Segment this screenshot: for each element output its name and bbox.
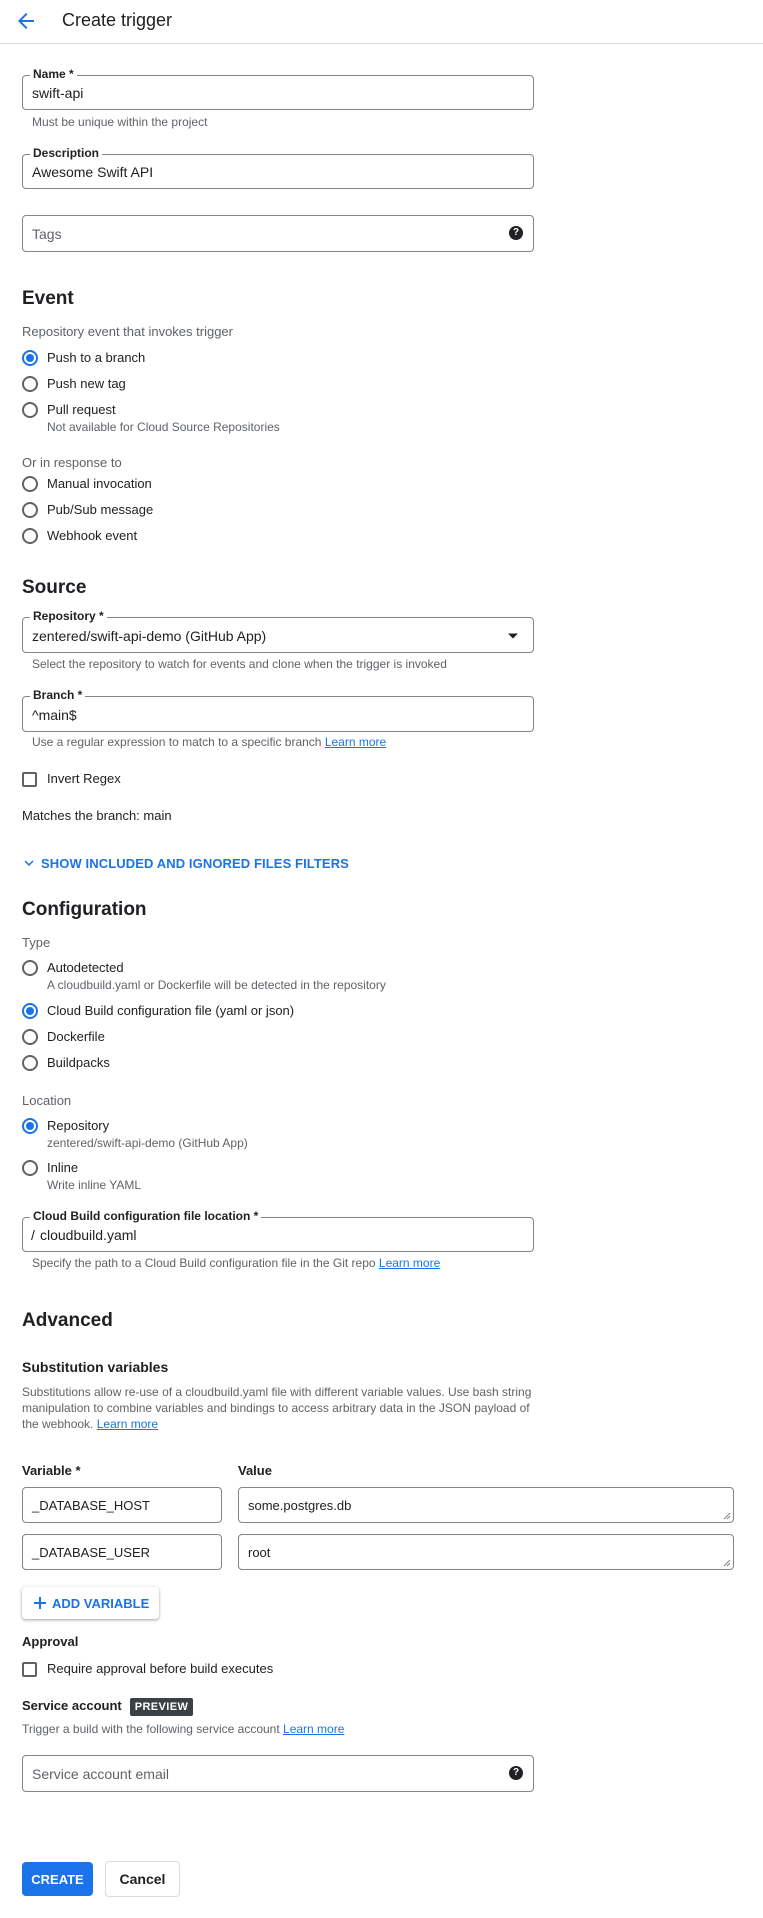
radio-unselected-icon xyxy=(22,502,38,518)
radio-push-branch[interactable] xyxy=(22,349,145,367)
description-field[interactable] xyxy=(22,146,534,189)
event-heading: Event xyxy=(22,288,74,309)
create-button[interactable]: CREATE xyxy=(22,1862,93,1896)
location-label: Location xyxy=(22,1093,72,1108)
tags-field[interactable] xyxy=(22,215,534,252)
tags-help-icon[interactable]: ? xyxy=(509,226,523,240)
radio-label: Repository xyxy=(47,1118,110,1133)
repository-label: Repository * xyxy=(30,609,107,623)
radio-pubsub-message[interactable] xyxy=(22,501,153,519)
config-file-location-label: Cloud Build configuration file location * xyxy=(30,1209,261,1223)
variable-value-text: root xyxy=(248,1545,271,1560)
response-label: Or in response to xyxy=(22,455,122,470)
config-file-learn-more-link[interactable]: Learn more xyxy=(378,1256,441,1270)
radio-unselected-icon xyxy=(22,1029,38,1045)
radio-unselected-icon xyxy=(22,1160,38,1176)
substitution-variables-heading: Substitution variables xyxy=(22,1359,169,1375)
checkbox-unchecked-icon xyxy=(22,772,37,787)
radio-label: Buildpacks xyxy=(47,1055,110,1070)
dropdown-arrow-icon xyxy=(507,632,519,640)
variable-name-value: _DATABASE_HOST xyxy=(32,1498,150,1513)
radio-unselected-icon xyxy=(22,376,38,392)
radio-label: Webhook event xyxy=(47,528,138,543)
show-filters-button[interactable] xyxy=(20,854,349,872)
radio-dockerfile[interactable] xyxy=(22,1028,105,1046)
radio-sublabel: Not available for Cloud Source Repositories xyxy=(47,420,280,434)
radio-label: Dockerfile xyxy=(47,1029,105,1044)
repository-value: zentered/swift-api-demo (GitHub App) xyxy=(32,628,267,644)
source-heading: Source xyxy=(22,577,87,598)
service-account-heading xyxy=(22,1697,193,1716)
radio-label: Pub/Sub message xyxy=(47,502,154,517)
name-field-value: swift-api xyxy=(32,85,84,101)
add-variable-label: ADD VARIABLE xyxy=(52,1595,150,1611)
type-label: Type xyxy=(22,935,51,950)
require-approval-label: Require approval before build executes xyxy=(47,1661,274,1676)
repository-hint: Select the repository to watch for events and clone when the trigger is invoked xyxy=(32,657,447,671)
resize-handle-icon[interactable] xyxy=(723,1512,731,1520)
radio-sublabel: A cloudbuild.yaml or Dockerfile will be detected in the repository xyxy=(47,978,386,992)
name-field[interactable] xyxy=(22,67,534,110)
radio-label: Inline xyxy=(47,1160,79,1175)
radio-pull-request[interactable] xyxy=(22,401,280,435)
require-approval-checkbox[interactable] xyxy=(22,1660,273,1678)
service-account-placeholder: Service account email xyxy=(32,1766,169,1782)
add-variable-button[interactable] xyxy=(22,1587,159,1619)
radio-label: Manual invocation xyxy=(47,476,152,491)
config-file-location-value: cloudbuild.yaml xyxy=(40,1227,137,1243)
chevron-down-icon xyxy=(20,854,38,872)
page-title: Create trigger xyxy=(62,10,173,30)
radio-unselected-icon xyxy=(22,528,38,544)
radio-unselected-icon xyxy=(22,1055,38,1071)
branch-value: ^main$ xyxy=(32,707,77,723)
branch-learn-more-link[interactable]: Learn more xyxy=(324,735,387,749)
config-file-location-field[interactable] xyxy=(22,1209,534,1252)
invert-regex-checkbox[interactable] xyxy=(22,770,121,788)
service-account-label: Service account xyxy=(22,1698,122,1713)
tags-placeholder: Tags xyxy=(32,226,62,242)
plus-icon xyxy=(32,1595,48,1611)
variable-name-value: _DATABASE_USER xyxy=(32,1545,151,1560)
radio-buildpacks[interactable] xyxy=(22,1054,110,1072)
radio-selected-icon xyxy=(22,1118,38,1134)
radio-cloud-build-config[interactable] xyxy=(22,1002,294,1020)
radio-manual-invocation[interactable] xyxy=(22,475,152,493)
variable-column-header: Variable * xyxy=(22,1463,81,1478)
config-file-hint-text: Specify the path to a Cloud Build configuration file in the Git repo xyxy=(32,1256,376,1270)
description-field-label: Description xyxy=(30,146,102,160)
description-field-value: Awesome Swift API xyxy=(32,164,154,180)
name-hint: Must be unique within the project xyxy=(32,115,208,129)
branch-hint-text: Use a regular expression to match to a specific branch xyxy=(32,735,322,749)
radio-label: Push new tag xyxy=(47,376,126,391)
radio-label: Push to a branch xyxy=(47,350,146,365)
name-field-label: Name * xyxy=(30,67,77,81)
variable-name-input[interactable] xyxy=(22,1534,222,1570)
radio-location-inline[interactable] xyxy=(22,1159,141,1193)
radio-sublabel: Write inline YAML xyxy=(47,1178,142,1192)
radio-unselected-icon xyxy=(22,402,38,418)
substitution-learn-more-link[interactable]: Learn more xyxy=(96,1417,159,1431)
configuration-heading: Configuration xyxy=(22,899,147,920)
service-account-help-icon[interactable]: ? xyxy=(509,1766,523,1780)
page-header xyxy=(0,0,763,44)
config-file-hint xyxy=(32,1256,440,1270)
substitution-description-line: Substitutions allow re-use of a cloudbuild.yaml file with different variable values. Use bash string xyxy=(22,1385,532,1399)
checkbox-unchecked-icon xyxy=(22,1662,37,1677)
service-account-email-field[interactable] xyxy=(22,1755,534,1792)
branch-label: Branch * xyxy=(30,688,85,702)
variable-value-input[interactable] xyxy=(238,1487,734,1523)
radio-webhook-event[interactable] xyxy=(22,527,137,545)
radio-unselected-icon xyxy=(22,960,38,976)
radio-sublabel: zentered/swift-api-demo (GitHub App) xyxy=(47,1136,248,1150)
value-column-header: Value xyxy=(238,1463,272,1478)
substitution-description xyxy=(22,1384,542,1432)
repository-select[interactable] xyxy=(22,609,534,653)
substitution-description-line-end: the webhook. xyxy=(22,1417,94,1431)
radio-label: Autodetected xyxy=(47,960,124,975)
branch-hint xyxy=(32,735,386,749)
radio-push-tag[interactable] xyxy=(22,375,126,393)
substitution-description-line: manipulation to combine variables and bindings to access arbitrary data in the JSON payload of xyxy=(22,1401,530,1415)
preview-badge: PREVIEW xyxy=(130,1698,194,1716)
radio-selected-icon xyxy=(22,1003,38,1019)
service-account-learn-more-link[interactable]: Learn more xyxy=(283,1722,345,1736)
show-filters-label: SHOW INCLUDED AND IGNORED FILES FILTERS xyxy=(41,855,349,871)
radio-label: Cloud Build configuration file (yaml or json) xyxy=(47,1003,295,1018)
radio-unselected-icon xyxy=(22,476,38,492)
variable-value-input[interactable] xyxy=(238,1534,734,1570)
repo-event-label: Repository event that invokes trigger xyxy=(22,324,233,339)
cancel-button[interactable]: Cancel xyxy=(105,1861,180,1897)
radio-selected-icon xyxy=(22,350,38,366)
resize-handle-icon[interactable] xyxy=(723,1559,731,1567)
branch-match-text: Matches the branch: main xyxy=(22,808,172,823)
radio-label: Pull request xyxy=(47,402,116,417)
radio-location-repository[interactable] xyxy=(22,1117,248,1151)
variable-name-input[interactable] xyxy=(22,1487,222,1523)
substitution-description-line xyxy=(22,1416,542,1432)
variable-value-text: some.postgres.db xyxy=(248,1498,352,1513)
branch-field[interactable] xyxy=(22,688,534,732)
service-account-description-text: Trigger a build with the following service account xyxy=(22,1722,280,1736)
path-prefix: / xyxy=(31,1227,35,1243)
radio-autodetected[interactable] xyxy=(22,959,386,993)
service-account-description xyxy=(22,1721,344,1737)
back-arrow-icon[interactable] xyxy=(14,9,38,33)
invert-regex-label: Invert Regex xyxy=(47,771,121,786)
advanced-heading: Advanced xyxy=(22,1310,113,1331)
approval-label: Approval xyxy=(22,1634,79,1649)
